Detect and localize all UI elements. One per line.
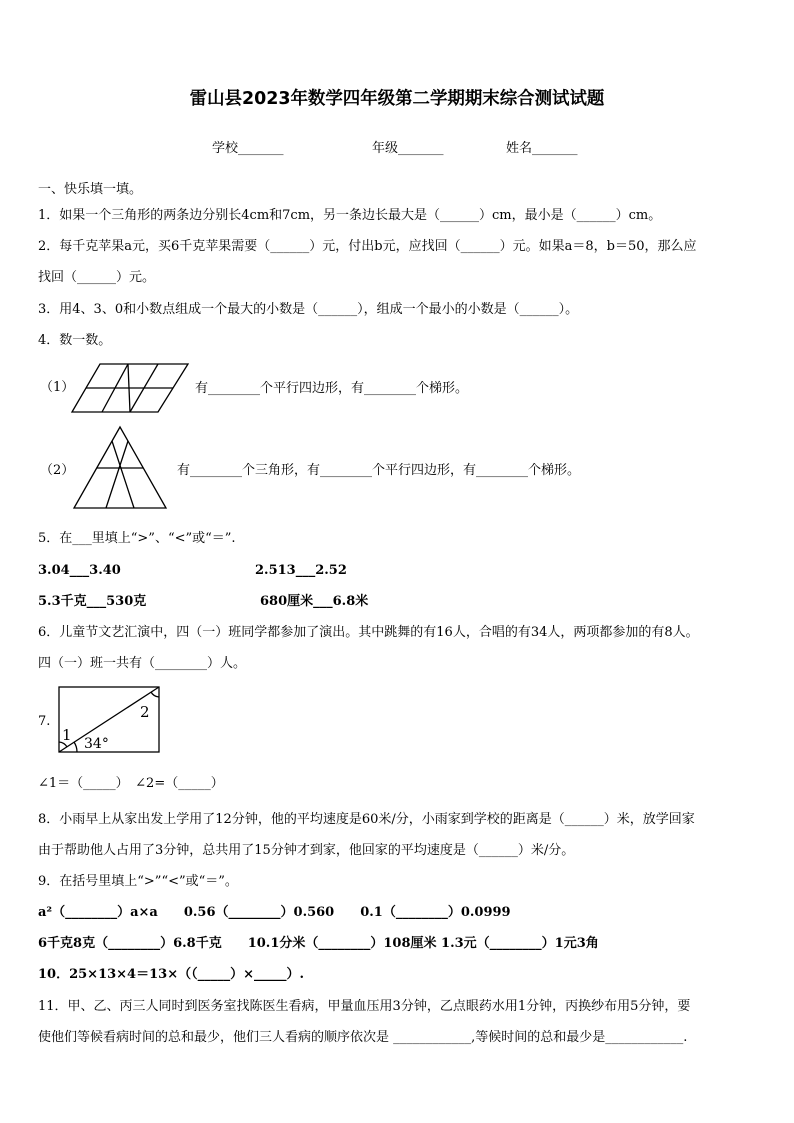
question-9-stem: 9．在括号里填上“>”“<”或“＝”。 xyxy=(38,874,238,889)
question-11-line2: 使他们等候看病时间的总和最少，他们三人看病的顺序依次是 ____________,等候时间的总和最少是____________. xyxy=(38,1030,688,1045)
question-6-line2: 四（一）班一共有（________）人。 xyxy=(38,656,247,671)
question-2-line1: 2．每千克苹果a元，买6千克苹果需要（______）元，付出b元，应找回（______）元。如果a＝8，b＝50，那么应 xyxy=(38,239,697,254)
q5-item-b: 2.513___2.52 xyxy=(255,563,347,578)
angle-1-label: 1 xyxy=(62,726,72,744)
question-10: 10．25×13×4＝13×（（_____）×_____）. xyxy=(38,967,305,982)
question-7-answer: ∠1＝（_____） ∠2=（_____） xyxy=(38,776,224,791)
figure-2-label: （2） xyxy=(40,463,75,478)
question-6-line1: 6．儿童节文艺汇演中，四（一）班同学都参加了演出。其中跳舞的有16人，合唱的有34人，两项都参加的有8人。 xyxy=(38,625,699,640)
page-title: 雷山县2023年数学四年级第二学期期末综合测试试题 xyxy=(189,89,605,109)
question-11-line1: 11．甲、乙、丙三人同时到医务室找陈医生看病，甲量血压用3分钟，乙点眼药水用1分钟，丙换纱布用5分钟，要 xyxy=(38,999,691,1014)
question-2-line2: 找回（______）元。 xyxy=(38,270,156,285)
section-heading: 一、快乐填一填。 xyxy=(38,182,143,197)
parallelogram-figure xyxy=(70,360,192,416)
q5-item-d: 680厘米___6.8米 xyxy=(260,594,369,609)
q5-item-c: 5.3千克___530克 xyxy=(38,594,147,609)
given-angle-label: 34° xyxy=(84,736,109,752)
school-field: 学校_______ xyxy=(212,141,284,156)
figure-2-question: 有________个三角形，有________个平行四边形，有________个梯形。 xyxy=(177,463,581,478)
question-5-stem: 5．在___里填上“>”、“<”或“＝”. xyxy=(38,531,236,546)
question-7-number: 7. xyxy=(38,714,51,729)
question-8-line1: 8．小雨早上从家出发上学用了12分钟，他的平均速度是60米/分，小雨家到学校的距离是（______）米，放学回家 xyxy=(38,812,695,827)
question-8-line2: 由于帮助他人占用了3分钟，总共用了15分钟才到家，他回家的平均速度是（______）米/分。 xyxy=(38,843,575,858)
question-3: 3．用4、3、0和小数点组成一个最大的小数是（______），组成一个最小的小数是（______）。 xyxy=(38,302,579,317)
figure-1-question: 有________个平行四边形，有________个梯形。 xyxy=(195,381,469,396)
grade-field: 年级_______ xyxy=(372,141,444,156)
question-1: 1．如果一个三角形的两条边分别长4cm和7cm，另一条边长最大是（______）cm，最小是（______）cm。 xyxy=(38,208,662,223)
question-9-row1: a²（________）a×a 0.56（________）0.560 0.1（________）0.0999 xyxy=(38,905,511,920)
question-9-row2: 6千克8克（________）6.8千克 10.1分米（________）108厘米 1.3元（________）1元3角 xyxy=(38,936,599,951)
angle-2-label: 2 xyxy=(140,703,150,721)
name-field: 姓名_______ xyxy=(506,141,578,156)
figure-1-label: （1） xyxy=(40,380,75,395)
triangle-figure xyxy=(70,424,170,512)
question-4-stem: 4．数一数。 xyxy=(38,333,112,348)
q5-item-a: 3.04___3.40 xyxy=(38,563,121,578)
